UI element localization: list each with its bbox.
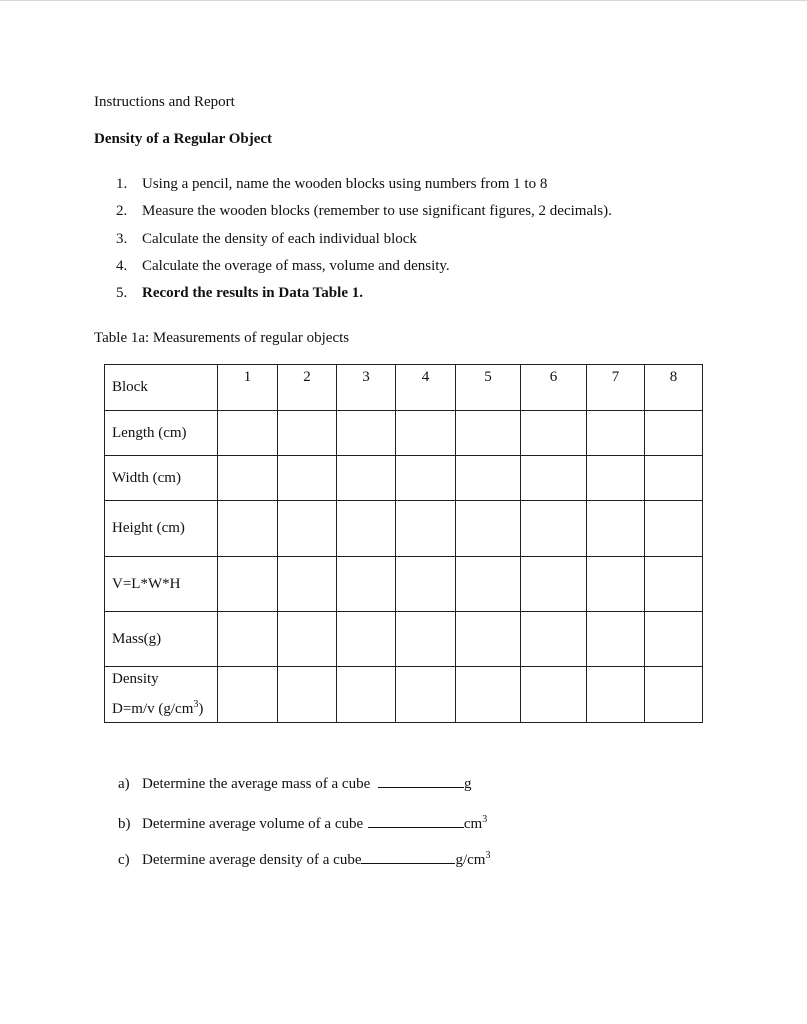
- density-exponent: 3: [193, 699, 199, 710]
- table-row: [105, 456, 703, 501]
- density-label: Density: [112, 671, 159, 687]
- data-cell[interactable]: [587, 456, 645, 501]
- data-cell[interactable]: [218, 557, 278, 612]
- question-item: [118, 846, 490, 883]
- data-cell[interactable]: [521, 411, 587, 456]
- column-number-cell: 7: [587, 365, 645, 411]
- section-title: Density of a Regular Object: [94, 131, 273, 147]
- data-cell[interactable]: [337, 667, 396, 723]
- data-cell[interactable]: [456, 557, 521, 612]
- row-label-cell: Width (cm): [105, 456, 218, 501]
- step-text: Calculate the density of each individual block: [142, 230, 417, 247]
- question-letter: a): [118, 776, 130, 792]
- data-cell[interactable]: [396, 501, 456, 557]
- data-cell[interactable]: [218, 456, 278, 501]
- data-cell[interactable]: [521, 612, 587, 667]
- answer-blank[interactable]: [361, 849, 455, 864]
- data-cell[interactable]: [587, 411, 645, 456]
- data-cell[interactable]: [278, 501, 337, 557]
- data-cell[interactable]: [278, 456, 337, 501]
- question-text: Determine average volume of a cube: [142, 815, 367, 832]
- table-row: [105, 501, 703, 557]
- question-letter: c): [118, 852, 130, 868]
- column-number-cell: 8: [645, 365, 703, 411]
- data-cell[interactable]: [337, 501, 396, 557]
- unit-exponent: 3: [485, 850, 491, 861]
- data-cell[interactable]: [278, 612, 337, 667]
- question-unit: g: [463, 776, 472, 792]
- step-number: 2.: [116, 203, 128, 220]
- question-item: [118, 773, 490, 810]
- step-text: Measure the wooden blocks (remember to use significant figures, 2 decimals).: [142, 203, 612, 220]
- measurements-table: [104, 364, 703, 723]
- data-cell[interactable]: [278, 557, 337, 612]
- question-unit: g/cm: [455, 852, 486, 868]
- row-label-cell: Length (cm): [105, 411, 218, 456]
- data-cell[interactable]: [218, 667, 278, 723]
- step-item: [116, 256, 612, 283]
- question-list: [118, 773, 490, 883]
- step-item: [116, 174, 612, 201]
- step-number: 3.: [116, 230, 128, 247]
- data-cell[interactable]: [521, 557, 587, 612]
- data-cell[interactable]: [337, 612, 396, 667]
- row-label-cell: Height (cm): [105, 501, 218, 557]
- density-formula-close: ): [198, 701, 204, 717]
- data-cell[interactable]: [456, 612, 521, 667]
- column-number-cell: 3: [337, 365, 396, 411]
- column-number-cell: 1: [218, 365, 278, 411]
- column-number-cell: 5: [456, 365, 521, 411]
- step-item: [116, 201, 612, 228]
- data-cell[interactable]: [218, 501, 278, 557]
- step-text: Record the results in Data Table 1.: [142, 285, 363, 302]
- row-label-cell: V=L*W*H: [105, 557, 218, 612]
- step-number: 1.: [116, 176, 128, 192]
- table-header-row: [105, 365, 703, 411]
- data-cell[interactable]: [587, 667, 645, 723]
- data-cell[interactable]: [218, 411, 278, 456]
- answer-blank[interactable]: [378, 773, 464, 788]
- step-text: Using a pencil, name the wooden blocks using numbers from 1 to 8: [142, 176, 548, 192]
- data-cell[interactable]: [278, 411, 337, 456]
- question-text: Determine average density of a cube: [142, 852, 362, 868]
- top-border: [0, 0, 807, 1]
- data-cell[interactable]: [645, 456, 703, 501]
- table-caption: Table 1a: Measurements of regular objects: [94, 330, 350, 346]
- density-formula: [112, 692, 217, 722]
- data-cell[interactable]: [337, 557, 396, 612]
- data-cell[interactable]: [396, 411, 456, 456]
- column-number-cell: 6: [521, 365, 587, 411]
- step-item: [116, 283, 612, 310]
- data-cell[interactable]: [587, 501, 645, 557]
- density-formula-text: D=m/v (g/cm: [112, 701, 194, 717]
- data-cell[interactable]: [337, 456, 396, 501]
- question-unit: cm: [463, 815, 483, 832]
- page-header: Instructions and Report: [94, 94, 235, 110]
- data-cell[interactable]: [456, 456, 521, 501]
- question-item: [118, 810, 490, 847]
- data-cell[interactable]: [645, 557, 703, 612]
- data-cell[interactable]: [456, 501, 521, 557]
- answer-blank[interactable]: [368, 813, 464, 828]
- data-cell[interactable]: [278, 667, 337, 723]
- data-cell[interactable]: [645, 667, 703, 723]
- data-cell[interactable]: [645, 411, 703, 456]
- data-cell[interactable]: [396, 557, 456, 612]
- step-item: [116, 229, 612, 256]
- data-cell[interactable]: [645, 612, 703, 667]
- question-letter: b): [118, 815, 131, 832]
- block-header-cell: Block: [105, 365, 218, 411]
- table-row: [105, 612, 703, 667]
- data-cell[interactable]: [456, 667, 521, 723]
- table-row: [105, 667, 703, 723]
- density-label-cell: [105, 667, 218, 723]
- step-number: 5.: [116, 285, 128, 302]
- data-cell[interactable]: [396, 667, 456, 723]
- data-cell[interactable]: [587, 557, 645, 612]
- data-cell[interactable]: [396, 456, 456, 501]
- data-cell[interactable]: [456, 411, 521, 456]
- table-row: [105, 557, 703, 612]
- row-label-cell: Mass(g): [105, 612, 218, 667]
- data-cell[interactable]: [521, 667, 587, 723]
- step-number: 4.: [116, 257, 128, 274]
- data-cell[interactable]: [218, 612, 278, 667]
- data-cell[interactable]: [521, 501, 587, 557]
- column-number-cell: 2: [278, 365, 337, 411]
- data-cell[interactable]: [587, 612, 645, 667]
- column-number-cell: 4: [396, 365, 456, 411]
- data-cell[interactable]: [396, 612, 456, 667]
- question-text: Determine the average mass of a cube: [142, 776, 374, 792]
- data-cell[interactable]: [645, 501, 703, 557]
- table-row: [105, 411, 703, 456]
- step-text: Calculate the overage of mass, volume and density.: [142, 257, 450, 274]
- instruction-steps: [116, 174, 612, 310]
- unit-exponent: 3: [482, 813, 488, 825]
- data-cell[interactable]: [337, 411, 396, 456]
- data-cell[interactable]: [521, 456, 587, 501]
